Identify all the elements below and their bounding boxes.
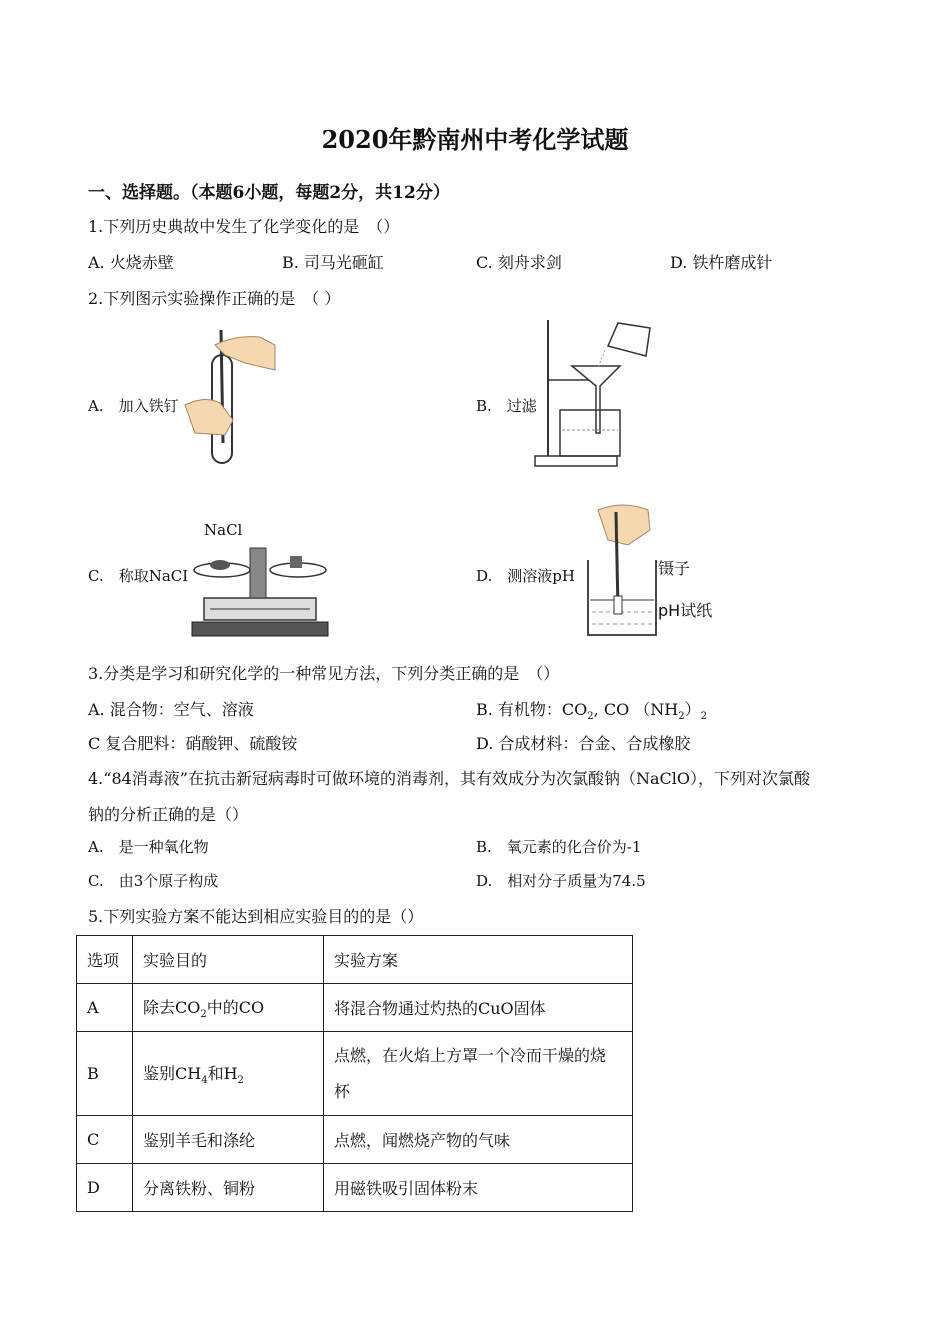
q3-option-a: A. 混合物：空气、溶液	[88, 700, 254, 719]
table-cell: 将混合物通过灼热的CuO固体	[324, 984, 633, 1032]
ph-paper-label: pH试纸	[658, 601, 713, 620]
add-nail-figure	[175, 325, 280, 470]
table-row	[77, 1032, 633, 1116]
ph-test-figure	[578, 500, 658, 640]
q3-option-d: D. 合成材料：合金、合成橡胶	[476, 734, 691, 753]
table-row	[77, 984, 633, 1032]
q1-option-c: C. 刻舟求剑	[476, 253, 562, 272]
q2-option-b: B. 过滤	[476, 397, 537, 415]
nacl-label: NaCl	[204, 521, 243, 539]
table-cell: 点燃，在火焰上方罩一个冷而干燥的烧 杯	[324, 1032, 633, 1116]
table-header-row	[77, 936, 633, 984]
q2-option-d: D. 测溶液pH	[476, 567, 575, 585]
table-cell: 除去$CO_2$中的CO	[133, 984, 324, 1032]
table-cell: 点燃，闻燃烧产物的气味	[324, 1116, 633, 1164]
q1-stem: 1.下列历史典故中发生了化学变化的是 （）	[88, 217, 400, 236]
table-cell: C	[77, 1116, 133, 1164]
table-cell: 用磁铁吸引固体粉末	[324, 1164, 633, 1212]
table-header-cell: 实验方案	[324, 936, 633, 984]
page-title: 2020年黔南州中考化学试题	[321, 125, 629, 154]
q3-option-c: C 复合肥料：硝酸钾、硫酸铵	[88, 734, 298, 753]
q4-stem-line2: 钠的分析正确的是（）	[88, 805, 249, 824]
table-cell: 鉴别$CH_4$和$H_2$	[133, 1032, 324, 1116]
q4-stem-line1: 4.“84消毒液”在抗击新冠病毒时可做环境的消毒剂，其有效成分为次氯酸钠（NaClO），下列对次氯酸	[88, 769, 811, 788]
q4-option-a: A. 是一种氧化物	[88, 838, 209, 856]
q1-option-b: B. 司马光砸缸	[282, 253, 384, 272]
table-cell: A	[77, 984, 133, 1032]
q5-table	[76, 935, 633, 1212]
section-heading: 一、选择题。（本题6小题，每题2分，共12分）	[88, 183, 450, 203]
table-row	[77, 1116, 633, 1164]
q4-option-d: D. 相对分子质量为74.5	[476, 872, 646, 890]
q1-option-a: A. 火烧赤壁	[88, 253, 174, 272]
q1-option-d: D. 铁杵磨成针	[670, 253, 773, 272]
q5-stem: 5.下列实验方案不能达到相应实验目的的是（）	[88, 907, 424, 926]
tweezers-label: 镊子	[658, 559, 691, 578]
table-cell: 分离铁粉、铜粉	[133, 1164, 324, 1212]
balance-figure	[190, 540, 330, 638]
table-cell: 鉴别羊毛和涤纶	[133, 1116, 324, 1164]
table-header-cell: 实验目的	[133, 936, 324, 984]
filtration-figure	[530, 318, 655, 470]
table-header-cell: 选项	[77, 936, 133, 984]
q4-option-c: C. 由3个原子构成	[88, 872, 219, 890]
q2-option-a: A. 加入铁钉	[88, 397, 179, 415]
table-cell: D	[77, 1164, 133, 1212]
q3-option-b: B. 有机物：$CO_2$, CO $(NH_2)_2$	[476, 700, 708, 723]
table-row	[77, 1164, 633, 1212]
q3-stem: 3.分类是学习和研究化学的一种常见方法，下列分类正确的是 （）	[88, 664, 560, 683]
q2-option-c: C. 称取NaCI	[88, 567, 189, 585]
q2-stem: 2.下列图示实验操作正确的是 （ ）	[88, 289, 341, 308]
table-cell: B	[77, 1032, 133, 1116]
q4-option-b: B. 氧元素的化合价为-1	[476, 838, 642, 856]
